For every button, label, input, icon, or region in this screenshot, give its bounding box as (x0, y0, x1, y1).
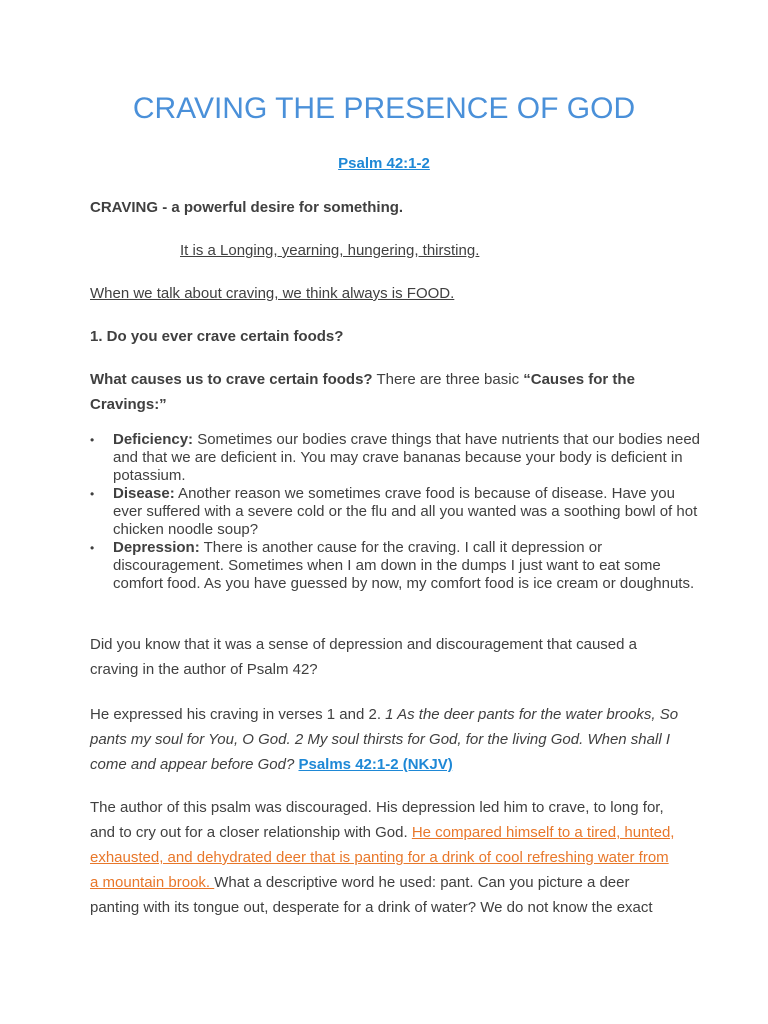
verses-quote: 1 As the deer pants for the water brooks, So pants my soul for You, O God. 2 My soul thirsts for God, for the living God. When shall I come and appear before God? (90, 706, 679, 773)
verses-lead: He expressed his craving in verses 1 and 2. (90, 706, 386, 723)
deer-comparison-highlight: He compared himself to a tired, hunted, exhausted, and dehydrated deer that is panting for a drink of cool refreshing water from a mountain brook. (90, 824, 675, 891)
scripture-link[interactable]: Psalm 42:1-2 (338, 155, 430, 172)
paragraph-author (90, 795, 680, 920)
food-line-text: When we talk about craving, we think always is FOOD. (90, 285, 455, 302)
page-title: CRAVING THE PRESENCE OF GOD (132, 92, 636, 125)
causes-question: What causes us to crave certain foods? (90, 371, 373, 388)
cause-text: Another reason we sometimes crave food is because of disease. Have you ever suffered with a severe cold or the flu and all you wanted was a soothing bowl of hot chicken noodle soup? (113, 485, 698, 538)
paragraph-depression: Did you know that it was a sense of depression and discouragement that caused a craving in the author of Psalm 42? (90, 636, 637, 678)
list-item (113, 539, 703, 593)
causes-label: “Causes for the Cravings:” (90, 371, 635, 413)
author-rest: What a descriptive word he used: pant. Can you picture a deer panting with its tongue out, desperate for a drink of water? We do not know the exact (90, 874, 653, 916)
paragraph-verses (90, 702, 680, 777)
author-lead: The author of this psalm was discouraged. His depression led him to crave, to long for, and to cry out for a closer relationship with God. (90, 799, 664, 841)
causes-intro-mid: There are three basic (372, 371, 524, 388)
cause-term: Deficiency: (113, 431, 194, 448)
list-item (113, 485, 703, 539)
causes-list (90, 431, 703, 593)
list-item (113, 431, 703, 485)
food-line (90, 281, 680, 306)
causes-intro (90, 367, 680, 417)
scripture-reference (90, 155, 678, 172)
definition-detail-text: It is a Longing, yearning, hungering, thirsting. (180, 242, 480, 259)
definition-detail (180, 238, 680, 263)
cause-term: Disease: (113, 485, 175, 502)
cause-term: Depression: (113, 539, 200, 556)
craving-definition: CRAVING - a powerful desire for something. (90, 199, 404, 216)
cause-text: Sometimes our bodies crave things that have nutrients that our bodies need and that we are deficient in. You may crave bananas because your body is deficient in potassium. (113, 431, 701, 484)
question-one: 1. Do you ever crave certain foods? (90, 328, 344, 345)
verses-link[interactable]: Psalms 42:1-2 (NKJV) (298, 756, 453, 773)
cause-text: There is another cause for the craving. I call it depression or discouragement. Sometimes when I am down in the dumps I just want to eat some comfort food. As you have guessed by now, my comfort food is ice cream or doughnuts. (113, 539, 695, 592)
